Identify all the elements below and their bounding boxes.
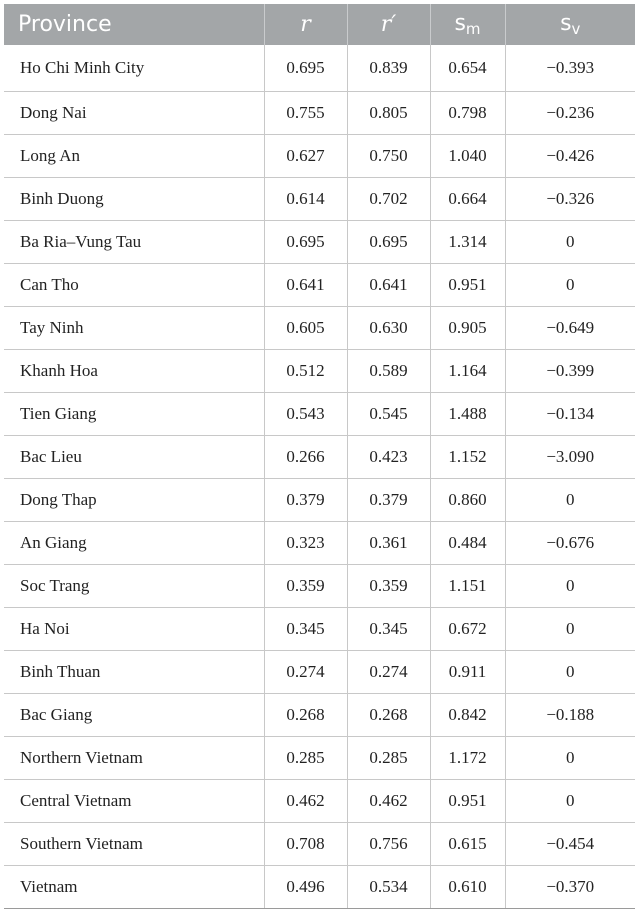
cell-s-m: 0.911: [430, 651, 505, 694]
cell-r-prime: 0.589: [347, 350, 430, 393]
cell-s-v: −0.649: [505, 307, 635, 350]
cell-s-v: 0: [505, 608, 635, 651]
table-row: [4, 780, 635, 823]
table-row: [4, 436, 635, 479]
cell-province: Dong Thap: [4, 479, 264, 522]
cell-province: Vietnam: [4, 866, 264, 909]
cell-s-m: 0.951: [430, 264, 505, 307]
header-r-prime: r′: [347, 4, 430, 45]
header-s-v-base: s: [560, 11, 572, 36]
cell-r: 0.379: [264, 479, 347, 522]
table-row: [4, 694, 635, 737]
table-row: [4, 393, 635, 436]
header-s-v-subscript: v: [571, 20, 581, 38]
cell-r-prime: 0.285: [347, 737, 430, 780]
cell-r-prime: 0.359: [347, 565, 430, 608]
cell-r-prime: 0.361: [347, 522, 430, 565]
cell-s-m: 1.040: [430, 135, 505, 178]
table-row: [4, 479, 635, 522]
header-row: [4, 4, 635, 45]
cell-r: 0.266: [264, 436, 347, 479]
cell-s-m: 0.615: [430, 823, 505, 866]
cell-r: 0.755: [264, 92, 347, 135]
cell-s-v: −0.399: [505, 350, 635, 393]
header-s-v: [505, 4, 635, 45]
cell-r: 0.627: [264, 135, 347, 178]
cell-province: Can Tho: [4, 264, 264, 307]
cell-province: Tay Ninh: [4, 307, 264, 350]
cell-province: Tien Giang: [4, 393, 264, 436]
cell-province: Bac Lieu: [4, 436, 264, 479]
cell-r-prime: 0.805: [347, 92, 430, 135]
cell-r: 0.323: [264, 522, 347, 565]
cell-r: 0.274: [264, 651, 347, 694]
cell-s-v: 0: [505, 737, 635, 780]
cell-s-m: 0.672: [430, 608, 505, 651]
table-row: [4, 307, 635, 350]
table-row: [4, 135, 635, 178]
cell-s-m: 0.798: [430, 92, 505, 135]
table-row: [4, 866, 635, 909]
cell-province: Ba Ria–Vung Tau: [4, 221, 264, 264]
cell-r: 0.462: [264, 780, 347, 823]
cell-r-prime: 0.756: [347, 823, 430, 866]
cell-s-m: 1.152: [430, 436, 505, 479]
cell-r: 0.641: [264, 264, 347, 307]
cell-s-v: −0.454: [505, 823, 635, 866]
cell-s-m: 0.951: [430, 780, 505, 823]
cell-s-m: 1.314: [430, 221, 505, 264]
cell-s-v: −0.426: [505, 135, 635, 178]
cell-s-v: −0.188: [505, 694, 635, 737]
cell-r-prime: 0.702: [347, 178, 430, 221]
table-body: [4, 45, 635, 909]
cell-province: Long An: [4, 135, 264, 178]
cell-r-prime: 0.345: [347, 608, 430, 651]
cell-r-prime: 0.695: [347, 221, 430, 264]
cell-r: 0.695: [264, 45, 347, 92]
header-s-m-base: s: [454, 11, 466, 36]
cell-r: 0.614: [264, 178, 347, 221]
header-s-m-subscript: m: [465, 20, 481, 38]
cell-province: Southern Vietnam: [4, 823, 264, 866]
table-row: [4, 651, 635, 694]
cell-s-v: −0.326: [505, 178, 635, 221]
cell-s-v: 0: [505, 264, 635, 307]
cell-s-m: 0.654: [430, 45, 505, 92]
header-r: r: [264, 4, 347, 45]
cell-r: 0.268: [264, 694, 347, 737]
cell-r: 0.605: [264, 307, 347, 350]
cell-r-prime: 0.534: [347, 866, 430, 909]
data-table-container: [4, 4, 635, 909]
cell-r: 0.359: [264, 565, 347, 608]
table-row: [4, 264, 635, 307]
cell-r: 0.543: [264, 393, 347, 436]
cell-r-prime: 0.750: [347, 135, 430, 178]
cell-s-v: −0.370: [505, 866, 635, 909]
cell-s-m: 0.664: [430, 178, 505, 221]
cell-s-v: −0.676: [505, 522, 635, 565]
cell-province: Ho Chi Minh City: [4, 45, 264, 92]
cell-province: Soc Trang: [4, 565, 264, 608]
cell-s-v: −0.134: [505, 393, 635, 436]
cell-s-m: 1.164: [430, 350, 505, 393]
cell-r-prime: 0.641: [347, 264, 430, 307]
table-row: [4, 221, 635, 264]
cell-r: 0.512: [264, 350, 347, 393]
cell-province: Bac Giang: [4, 694, 264, 737]
cell-r: 0.496: [264, 866, 347, 909]
province-statistics-table: [4, 4, 635, 909]
cell-r-prime: 0.423: [347, 436, 430, 479]
table-row: [4, 45, 635, 92]
table-row: [4, 823, 635, 866]
cell-s-v: 0: [505, 479, 635, 522]
cell-province: Binh Duong: [4, 178, 264, 221]
cell-r-prime: 0.839: [347, 45, 430, 92]
cell-s-m: 1.172: [430, 737, 505, 780]
cell-s-v: 0: [505, 651, 635, 694]
cell-province: Dong Nai: [4, 92, 264, 135]
table-row: [4, 178, 635, 221]
table-row: [4, 522, 635, 565]
cell-s-v: 0: [505, 565, 635, 608]
cell-s-m: 0.860: [430, 479, 505, 522]
cell-province: Central Vietnam: [4, 780, 264, 823]
cell-s-m: 0.842: [430, 694, 505, 737]
cell-province: Ha Noi: [4, 608, 264, 651]
cell-province: Binh Thuan: [4, 651, 264, 694]
cell-r: 0.695: [264, 221, 347, 264]
cell-s-v: 0: [505, 221, 635, 264]
cell-s-v: −3.090: [505, 436, 635, 479]
cell-province: Northern Vietnam: [4, 737, 264, 780]
cell-province: An Giang: [4, 522, 264, 565]
cell-s-m: 1.488: [430, 393, 505, 436]
table-row: [4, 565, 635, 608]
cell-r: 0.708: [264, 823, 347, 866]
cell-province: Khanh Hoa: [4, 350, 264, 393]
cell-s-v: −0.393: [505, 45, 635, 92]
cell-r-prime: 0.274: [347, 651, 430, 694]
cell-s-v: −0.236: [505, 92, 635, 135]
cell-r-prime: 0.545: [347, 393, 430, 436]
table-row: [4, 350, 635, 393]
header-province: Province: [4, 4, 264, 45]
header-s-m: [430, 4, 505, 45]
cell-s-m: 0.905: [430, 307, 505, 350]
table-row: [4, 737, 635, 780]
cell-r-prime: 0.462: [347, 780, 430, 823]
cell-s-m: 0.610: [430, 866, 505, 909]
cell-r-prime: 0.268: [347, 694, 430, 737]
table-row: [4, 92, 635, 135]
table-header: [4, 4, 635, 45]
cell-r: 0.345: [264, 608, 347, 651]
cell-s-v: 0: [505, 780, 635, 823]
cell-r-prime: 0.379: [347, 479, 430, 522]
cell-s-m: 1.151: [430, 565, 505, 608]
cell-r-prime: 0.630: [347, 307, 430, 350]
cell-r: 0.285: [264, 737, 347, 780]
cell-s-m: 0.484: [430, 522, 505, 565]
table-row: [4, 608, 635, 651]
